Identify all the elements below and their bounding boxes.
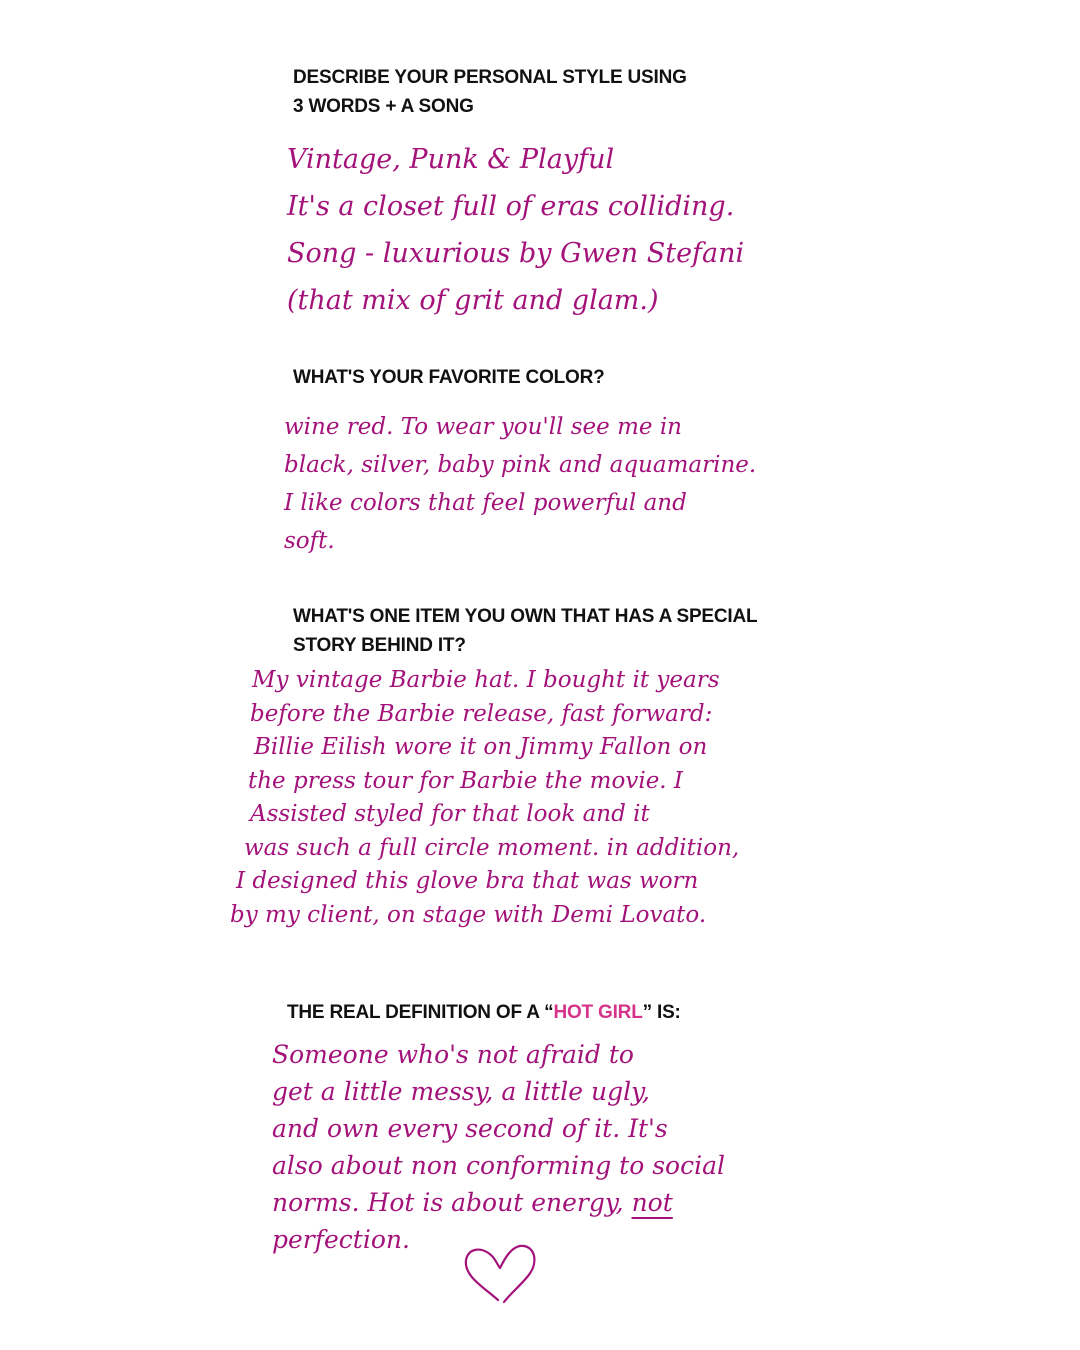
answer-line: soft. — [284, 528, 335, 554]
answer-line: I designed this glove bra that was worn — [236, 868, 699, 894]
answer-line: perfection. — [272, 1225, 410, 1254]
heart-icon — [460, 1238, 540, 1308]
answer-line: Assisted styled for that look and it — [250, 801, 650, 827]
answer-line: before the Barbie release, fast forward: — [250, 700, 713, 727]
answer-line-text: norms. Hot is about energy, — [272, 1188, 624, 1217]
question-suffix: ” IS: — [642, 1002, 681, 1023]
answer-special-item — [230, 664, 739, 932]
answer-hot-girl — [272, 1036, 725, 1258]
answer-line: Song - luxurious by Gwen Stefani — [287, 238, 745, 269]
question-line: DESCRIBE YOUR PERSONAL STYLE USING — [293, 67, 687, 88]
answer-line: My vintage Barbie hat. I bought it years — [252, 667, 720, 693]
answer-line: also about non conforming to social — [272, 1151, 725, 1180]
question-line: 3 WORDS + A SONG — [293, 96, 474, 117]
answer-line — [272, 1184, 725, 1221]
answer-line: get a little messy, a little ugly, — [272, 1077, 650, 1106]
question-line: WHAT'S YOUR FAVORITE COLOR? — [293, 367, 605, 388]
hot-girl-highlight: HOT GIRL — [553, 1002, 643, 1023]
question-special-item — [293, 602, 757, 660]
answer-line: Billie Eilish wore it on Jimmy Fallon on — [254, 734, 708, 760]
answer-line: was such a full circle moment. in addition, — [244, 834, 740, 861]
answer-line: Someone who's not afraid to — [272, 1040, 634, 1069]
question-prefix: THE REAL DEFINITION OF A “ — [287, 1002, 554, 1023]
answer-line: black, silver, baby pink and aquamarine. — [284, 452, 757, 478]
question-personal-style — [293, 63, 687, 121]
question-line: STORY BEHIND IT? — [293, 635, 466, 656]
answer-line: by my client, on stage with Demi Lovato. — [230, 901, 707, 928]
answer-favorite-color — [284, 408, 756, 560]
question-hot-girl — [287, 998, 681, 1027]
answer-line: and own every second of it. It's — [272, 1114, 668, 1143]
answer-line: wine red. To wear you'll see me in — [284, 414, 682, 440]
answer-line: the press tour for Barbie the movie. I — [248, 767, 684, 794]
underlined-word: not — [631, 1188, 673, 1217]
answer-personal-style — [287, 136, 744, 324]
answer-line: (that mix of grit and glam.) — [287, 285, 659, 316]
answer-line: I like colors that feel powerful and — [284, 490, 687, 516]
answer-line: It's a closet full of eras colliding. — [287, 191, 735, 222]
question-line: WHAT'S ONE ITEM YOU OWN THAT HAS A SPECIAL — [293, 606, 758, 627]
answer-line: Vintage, Punk & Playful — [287, 144, 615, 175]
question-favorite-color — [293, 363, 605, 392]
